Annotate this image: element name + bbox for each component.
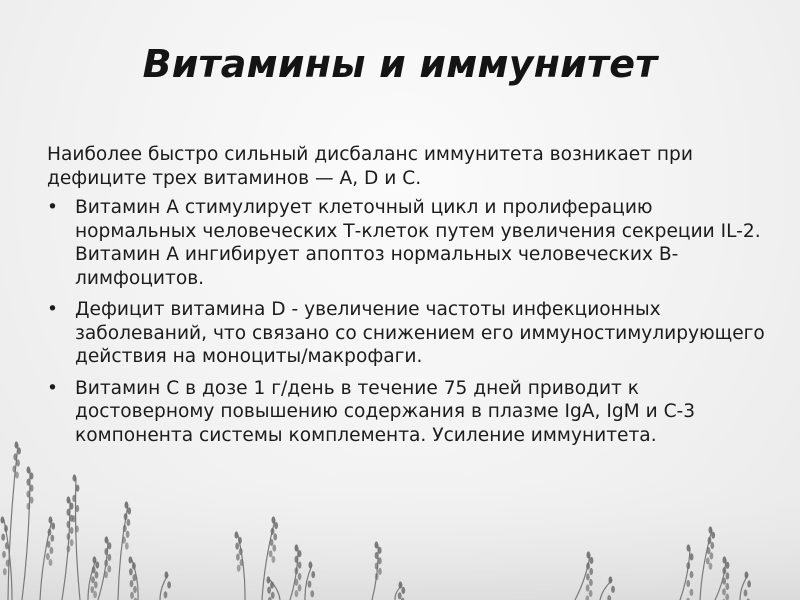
grass-seed-head bbox=[239, 548, 243, 555]
grass-seed-head bbox=[237, 565, 241, 572]
grass-stem bbox=[238, 535, 245, 600]
grass-stem bbox=[76, 478, 81, 600]
grass-seed-head bbox=[2, 551, 6, 558]
grass-seed-head bbox=[132, 562, 136, 569]
grass-seed-head bbox=[1, 534, 5, 541]
grass-seed-head bbox=[723, 556, 727, 563]
grass-seed-head bbox=[133, 586, 137, 593]
grass-seed-head bbox=[49, 559, 53, 566]
grass-stem bbox=[575, 555, 590, 600]
grass-seed-head bbox=[1, 516, 5, 523]
grass-seed-head bbox=[709, 563, 713, 570]
grass-seed-head bbox=[295, 544, 299, 551]
bullet-dot-icon: • bbox=[47, 197, 58, 218]
grass-seed-head bbox=[70, 527, 74, 534]
grass-seed-head bbox=[375, 541, 379, 548]
grass-seed-head bbox=[607, 595, 611, 600]
grass-stem bbox=[62, 500, 70, 600]
grass-seed-head bbox=[725, 594, 729, 600]
grass-seed-head bbox=[76, 485, 80, 492]
grass-seed-head bbox=[722, 567, 726, 574]
grass-seed-head bbox=[238, 537, 242, 544]
grass-seed-head bbox=[67, 545, 71, 552]
grass-stem bbox=[132, 560, 138, 600]
grass-seed-head bbox=[310, 590, 314, 597]
grass-seed-head bbox=[125, 501, 129, 508]
grass-seed-head bbox=[164, 591, 168, 598]
grass-seed-head bbox=[711, 532, 715, 539]
grass-seed-head bbox=[609, 576, 613, 583]
grass-seed-head bbox=[378, 568, 382, 575]
grass-seed-head bbox=[295, 567, 299, 574]
grass-seed-head bbox=[75, 505, 79, 512]
grass-seed-head bbox=[129, 556, 133, 563]
grass-seed-head bbox=[309, 561, 313, 568]
grass-seed-head bbox=[236, 554, 240, 561]
grass-seed-head bbox=[70, 515, 74, 522]
grass-seed-head bbox=[375, 563, 379, 570]
grass-seed-head bbox=[67, 521, 71, 528]
grass-seed-head bbox=[378, 557, 382, 564]
grass-seed-head bbox=[122, 537, 126, 544]
grass-seed-head bbox=[27, 479, 31, 486]
grass-seed-head bbox=[104, 571, 108, 578]
grass-stem bbox=[290, 548, 298, 600]
grass-seed-head bbox=[401, 587, 405, 594]
grass-seed-head bbox=[589, 579, 593, 586]
grass-stem bbox=[270, 580, 280, 600]
grass-seed-head bbox=[73, 474, 77, 481]
grass-seed-head bbox=[6, 560, 10, 567]
grass-seed-head bbox=[167, 581, 171, 588]
grass-seed-head bbox=[611, 586, 615, 593]
grass-stem bbox=[740, 575, 748, 600]
grass-stem bbox=[372, 545, 378, 600]
intro-paragraph: Наиболее быстро сильный дисбаланс иммунитета возникает при дефиците трех витаминов — A, D и C. bbox=[47, 144, 693, 189]
grass-seed-head bbox=[298, 550, 302, 557]
slide-title: Витамины и иммунитет bbox=[142, 42, 658, 86]
grass-seed-head bbox=[273, 533, 277, 540]
grass-seed-head bbox=[235, 543, 239, 550]
slide-body bbox=[47, 143, 767, 455]
grass-seed-head bbox=[48, 529, 52, 536]
grass-seed-head bbox=[49, 516, 53, 523]
grass-stem bbox=[700, 530, 712, 600]
grass-seed-head bbox=[51, 523, 55, 530]
grass-seed-head bbox=[586, 573, 590, 580]
bullet-text: Витамин А стимулирует клеточный цикл и пролиферацию нормальных человеческих Т-клеток путем увеличения секреции IL-2. Витамин А ингибирует апоптоз нормальных человеческих B-лимфоцитов. bbox=[75, 197, 761, 289]
grass-seed-head bbox=[722, 588, 726, 595]
grass-seed-head bbox=[725, 583, 729, 590]
grass-seed-head bbox=[272, 516, 276, 523]
grass-seed-head bbox=[30, 472, 34, 479]
grass-seed-head bbox=[91, 576, 95, 583]
grass-seed-head bbox=[398, 592, 402, 599]
grass-seed-head bbox=[13, 453, 17, 460]
grass-seed-head bbox=[5, 542, 9, 549]
grass-seed-head bbox=[90, 586, 94, 593]
grass-seed-head bbox=[747, 580, 751, 587]
grass-seed-head bbox=[378, 547, 382, 554]
grass-seed-head bbox=[165, 571, 169, 578]
grass-stem bbox=[4, 520, 12, 600]
grass-seed-head bbox=[240, 559, 244, 566]
grass-stem bbox=[600, 580, 612, 600]
grass-seed-head bbox=[726, 572, 730, 579]
grass-seed-head bbox=[105, 536, 109, 543]
grass-seed-head bbox=[690, 553, 694, 560]
grass-stem bbox=[22, 470, 30, 600]
grass-seed-head bbox=[709, 526, 713, 533]
grass-seed-head bbox=[586, 584, 590, 591]
grass-seed-head bbox=[95, 571, 99, 578]
grass-seed-head bbox=[50, 547, 54, 554]
grass-seed-head bbox=[70, 503, 74, 510]
list-item bbox=[47, 377, 767, 448]
grass-seed-head bbox=[15, 471, 19, 478]
grass-seed-head bbox=[267, 576, 271, 583]
grass-seed-head bbox=[107, 565, 111, 572]
grass-seed-head bbox=[589, 568, 593, 575]
grass-seed-head bbox=[27, 466, 31, 473]
grass-seed-head bbox=[123, 525, 127, 532]
grass-stem bbox=[40, 520, 52, 600]
grass-seed-head bbox=[271, 528, 275, 535]
grass-seed-head bbox=[710, 542, 714, 549]
grass-seed-head bbox=[70, 539, 74, 546]
grass-stem bbox=[305, 565, 312, 600]
grass-stem bbox=[160, 575, 168, 600]
grass-seed-head bbox=[726, 562, 730, 569]
grass-seed-head bbox=[17, 447, 21, 454]
grass-seed-head bbox=[375, 573, 379, 580]
list-item bbox=[47, 298, 767, 369]
grass-seed-head bbox=[585, 595, 589, 600]
grass-seed-head bbox=[745, 571, 749, 578]
grass-seed-head bbox=[589, 590, 593, 597]
list-item bbox=[47, 196, 767, 290]
grass-stem bbox=[680, 548, 690, 600]
grass-seed-head bbox=[47, 541, 51, 548]
grass-seed-head bbox=[269, 550, 273, 557]
grass-seed-head bbox=[27, 491, 31, 498]
grass-stem bbox=[395, 585, 402, 600]
grass-seed-head bbox=[744, 589, 748, 596]
grass-seed-head bbox=[587, 551, 591, 558]
grass-stem bbox=[262, 520, 275, 600]
grass-seed-head bbox=[72, 515, 76, 522]
grass-seed-head bbox=[298, 584, 302, 591]
grass-seed-head bbox=[267, 587, 271, 594]
grass-seed-head bbox=[92, 566, 96, 573]
bullet-text: Дефицит витамина D - увеличение частоты инфекционных заболеваний, что связано со снижением его иммуностимулирующего действия на моноциты/макрофаги. bbox=[75, 299, 765, 367]
grass-seed-head bbox=[67, 496, 71, 503]
grass-seed-head bbox=[399, 581, 403, 588]
grass-seed-head bbox=[127, 507, 131, 514]
grass-seed-head bbox=[3, 568, 7, 575]
grass-seed-head bbox=[67, 509, 71, 516]
grass-stem bbox=[98, 540, 108, 600]
grass-seed-head bbox=[4, 525, 8, 532]
grass-seed-head bbox=[104, 548, 108, 555]
grass-seed-head bbox=[129, 568, 133, 575]
grass-seed-head bbox=[710, 552, 714, 559]
bullet-list bbox=[47, 196, 767, 447]
grass-seed-head bbox=[295, 579, 299, 586]
grass-seed-head bbox=[690, 589, 694, 596]
grass-seed-head bbox=[72, 495, 76, 502]
grass-seed-head bbox=[30, 497, 34, 504]
grass-seed-head bbox=[235, 531, 239, 538]
grass-seed-head bbox=[75, 525, 79, 532]
grass-seed-head bbox=[270, 582, 274, 589]
grass-seed-head bbox=[722, 578, 726, 585]
grass-stem bbox=[118, 505, 128, 600]
grass-seed-head bbox=[108, 542, 112, 549]
grass-seed-head bbox=[130, 580, 134, 587]
grass-stem bbox=[8, 445, 18, 600]
grass-seed-head bbox=[375, 552, 379, 559]
grass-seed-head bbox=[16, 459, 20, 466]
grass-seed-head bbox=[272, 556, 276, 563]
grass-seed-head bbox=[104, 560, 108, 567]
grass-stem bbox=[88, 560, 96, 600]
grass-seed-head bbox=[271, 592, 275, 599]
grass-seed-head bbox=[126, 531, 130, 538]
grass-seed-head bbox=[687, 544, 691, 551]
grass-seed-head bbox=[690, 571, 694, 578]
grass-seed-head bbox=[67, 533, 71, 540]
grass-seed-head bbox=[133, 574, 137, 581]
grass-seed-head bbox=[686, 562, 690, 569]
grass-seed-head bbox=[30, 485, 34, 492]
grass-seed-head bbox=[93, 556, 97, 563]
bullet-dot-icon: • bbox=[47, 377, 58, 399]
grass-seed-head bbox=[93, 591, 97, 598]
grass-seed-head bbox=[27, 503, 31, 510]
grass-seed-head bbox=[15, 441, 19, 448]
grass-seed-head bbox=[130, 592, 134, 599]
grass-seed-head bbox=[270, 539, 274, 546]
grass-seed-head bbox=[46, 553, 50, 560]
grass-seed-head bbox=[295, 556, 299, 563]
grass-seed-head bbox=[311, 571, 315, 578]
grass-seed-head bbox=[298, 573, 302, 580]
grass-seed-head bbox=[94, 581, 98, 588]
grass-seed-head bbox=[272, 545, 276, 552]
grass-seed-head bbox=[126, 519, 130, 526]
bullet-dot-icon: • bbox=[47, 299, 58, 320]
bullet-text: Витамин С в дозе 1 г/день в течение 75 дней приводит к достоверному повышению содержания в плазме IgA, IgM и С-3 компонента системы комплемента. Усиление иммунитета. bbox=[75, 377, 696, 446]
grass-seed-head bbox=[12, 465, 16, 472]
grass-seed-head bbox=[50, 535, 54, 542]
grass-seed-head bbox=[274, 522, 278, 529]
grass-seed-head bbox=[298, 562, 302, 569]
grass-seed-head bbox=[295, 590, 299, 597]
grass-seed-head bbox=[706, 557, 710, 564]
grass-seed-head bbox=[590, 557, 594, 564]
grass-seed-head bbox=[308, 581, 312, 588]
grass-seed-head bbox=[125, 542, 129, 549]
grass-seed-head bbox=[95, 561, 99, 568]
grass-seed-head bbox=[686, 580, 690, 587]
grass-seed-head bbox=[707, 547, 711, 554]
grass-seed-head bbox=[108, 554, 112, 561]
grass-stem bbox=[715, 560, 726, 600]
grass-seed-head bbox=[586, 562, 590, 569]
grass-seed-head bbox=[708, 537, 712, 544]
grass-seed-head bbox=[124, 513, 128, 520]
